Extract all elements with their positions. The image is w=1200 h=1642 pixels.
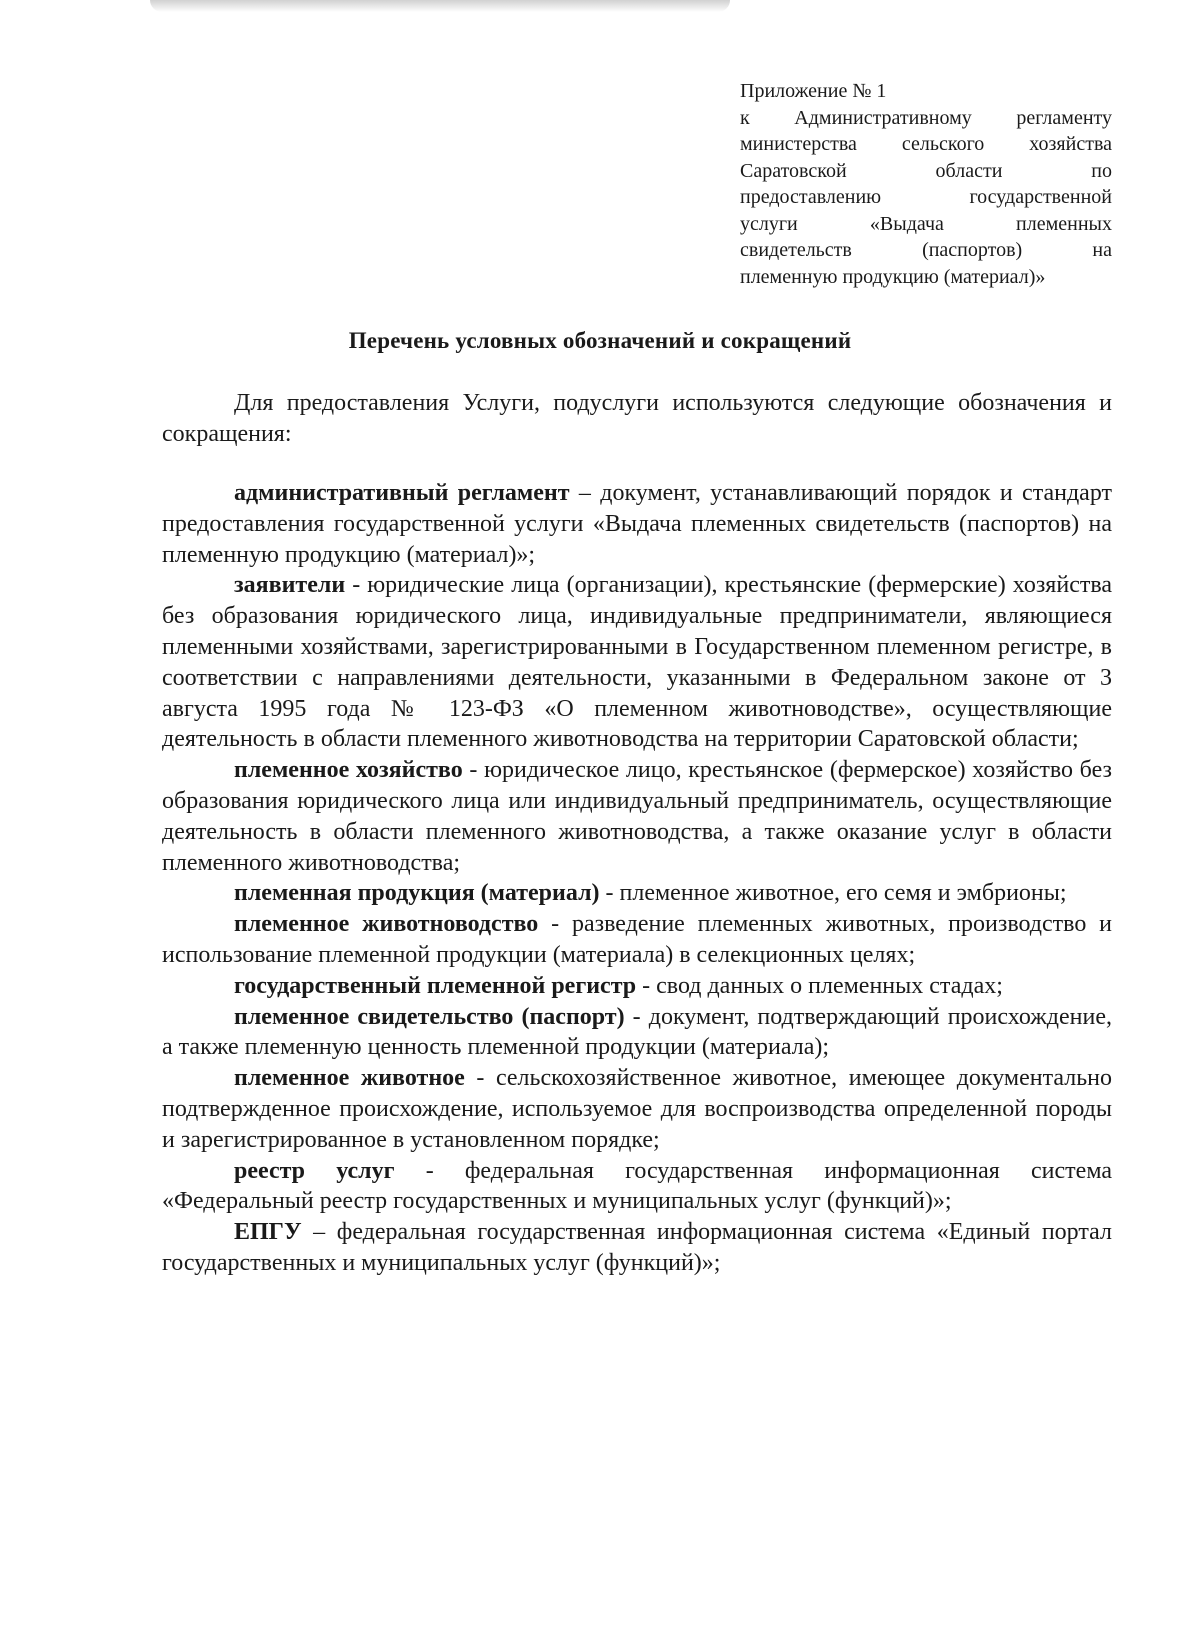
- definition-term: ЕПГУ: [234, 1219, 302, 1246]
- definition-item: [162, 1156, 1112, 1218]
- appendix-line-3: министерства сельского хозяйства: [740, 133, 1112, 155]
- definition-item: [162, 878, 1112, 909]
- definition-text: - разведение племенных животных, производство и использование племенной продукции (материала) в селекционных целях;: [162, 911, 1112, 968]
- appendix-line-1: Приложение № 1: [740, 80, 887, 102]
- definition-item: [162, 971, 1112, 1002]
- appendix-line-4: Саратовской области по: [740, 159, 1112, 182]
- definition-text: - федеральная государственная информационная система «Федеральный реестр государственных и муниципальных услуг (функций)»;: [162, 1157, 1112, 1215]
- definition-text: – документ, устанавливающий порядок и стандарт предоставления государственной услуги «Выдача племенных свидетельств (паспортов) на племенную продукцию (материал)»;: [162, 480, 1113, 568]
- definition-text: - документ, подтверждающий происхождение, а также племенную ценность племенной продукции (материала);: [162, 1003, 1113, 1061]
- definitions-list: [162, 478, 1112, 1279]
- definition-item: [162, 478, 1112, 570]
- definition-term: племенная продукция (материал): [234, 880, 600, 907]
- definition-term: реестр услуг: [234, 1157, 395, 1184]
- definition-item: [162, 1002, 1112, 1064]
- definition-item: [162, 570, 1112, 755]
- appendix-line-6: услуги «Выдача племенных: [740, 212, 1112, 235]
- definition-term: племенное свидетельство (паспорт): [234, 1003, 625, 1030]
- appendix-line-5: предоставлению государственной: [740, 186, 1112, 208]
- definition-text: - юридическое лицо, крестьянское (фермерское) хозяйство без образования юридического лица или индивидуальный предприниматель, осуществляющие деятельность в области племенного животноводства, а также оказание услуг в области племенного животноводства;: [162, 757, 1112, 876]
- intro-paragraph: Для предоставления Услуги, подуслуги используются следующие обозначения и сокращения:: [162, 390, 1112, 447]
- scan-edge-artifact: [150, 0, 730, 12]
- definition-text: - сельскохозяйственное животное, имеющее документально подтвержденное происхождение, используемое для воспроизводства определенной породы и зарегистрированное в установленном порядке;: [162, 1065, 1112, 1153]
- document-title: Перечень условных обозначений и сокращений: [348, 328, 852, 353]
- appendix-line-8: племенную продукцию (материал)»: [740, 265, 1046, 288]
- definition-term: племенное хозяйство: [234, 757, 463, 784]
- definition-text: - свод данных о племенных стадах;: [636, 972, 1003, 999]
- definition-text: – федеральная государственная информационная система «Единый портал государственных и муниципальных услуг (функций)»;: [162, 1219, 1112, 1276]
- definition-term: заявители: [234, 572, 346, 599]
- definition-term: административный регламент: [234, 480, 570, 506]
- definition-item: [162, 1063, 1112, 1155]
- definition-term: племенное животноводство: [234, 911, 539, 938]
- appendix-line-2: к Административному регламенту: [740, 106, 1112, 129]
- definition-text: - племенное животное, его семя и эмбрионы;: [599, 880, 1067, 907]
- definition-item: [162, 909, 1112, 971]
- definition-item: [162, 755, 1112, 878]
- appendix-line-7: свидетельств (паспортов) на: [740, 239, 1112, 261]
- definition-term: государственный племенной регистр: [234, 972, 637, 999]
- definition-text: - юридические лица (организации), крестьянские (фермерские) хозяйства без образования юридического лица, индивидуальные предприниматели, являющиеся племенными хозяйствами, зарегистрированными в Государственном племенном регистре, в соответствии с направлениями деятельности, указанными в Федеральном законе от 3 августа 1995 года № 123-ФЗ «О племенном животноводстве», осуществляющие деятельность в области племенного животноводства на территории Саратовской области;: [162, 572, 1112, 753]
- definition-item: [162, 1217, 1112, 1279]
- appendix-header: [740, 78, 1112, 290]
- definition-term: племенное животное: [234, 1065, 465, 1092]
